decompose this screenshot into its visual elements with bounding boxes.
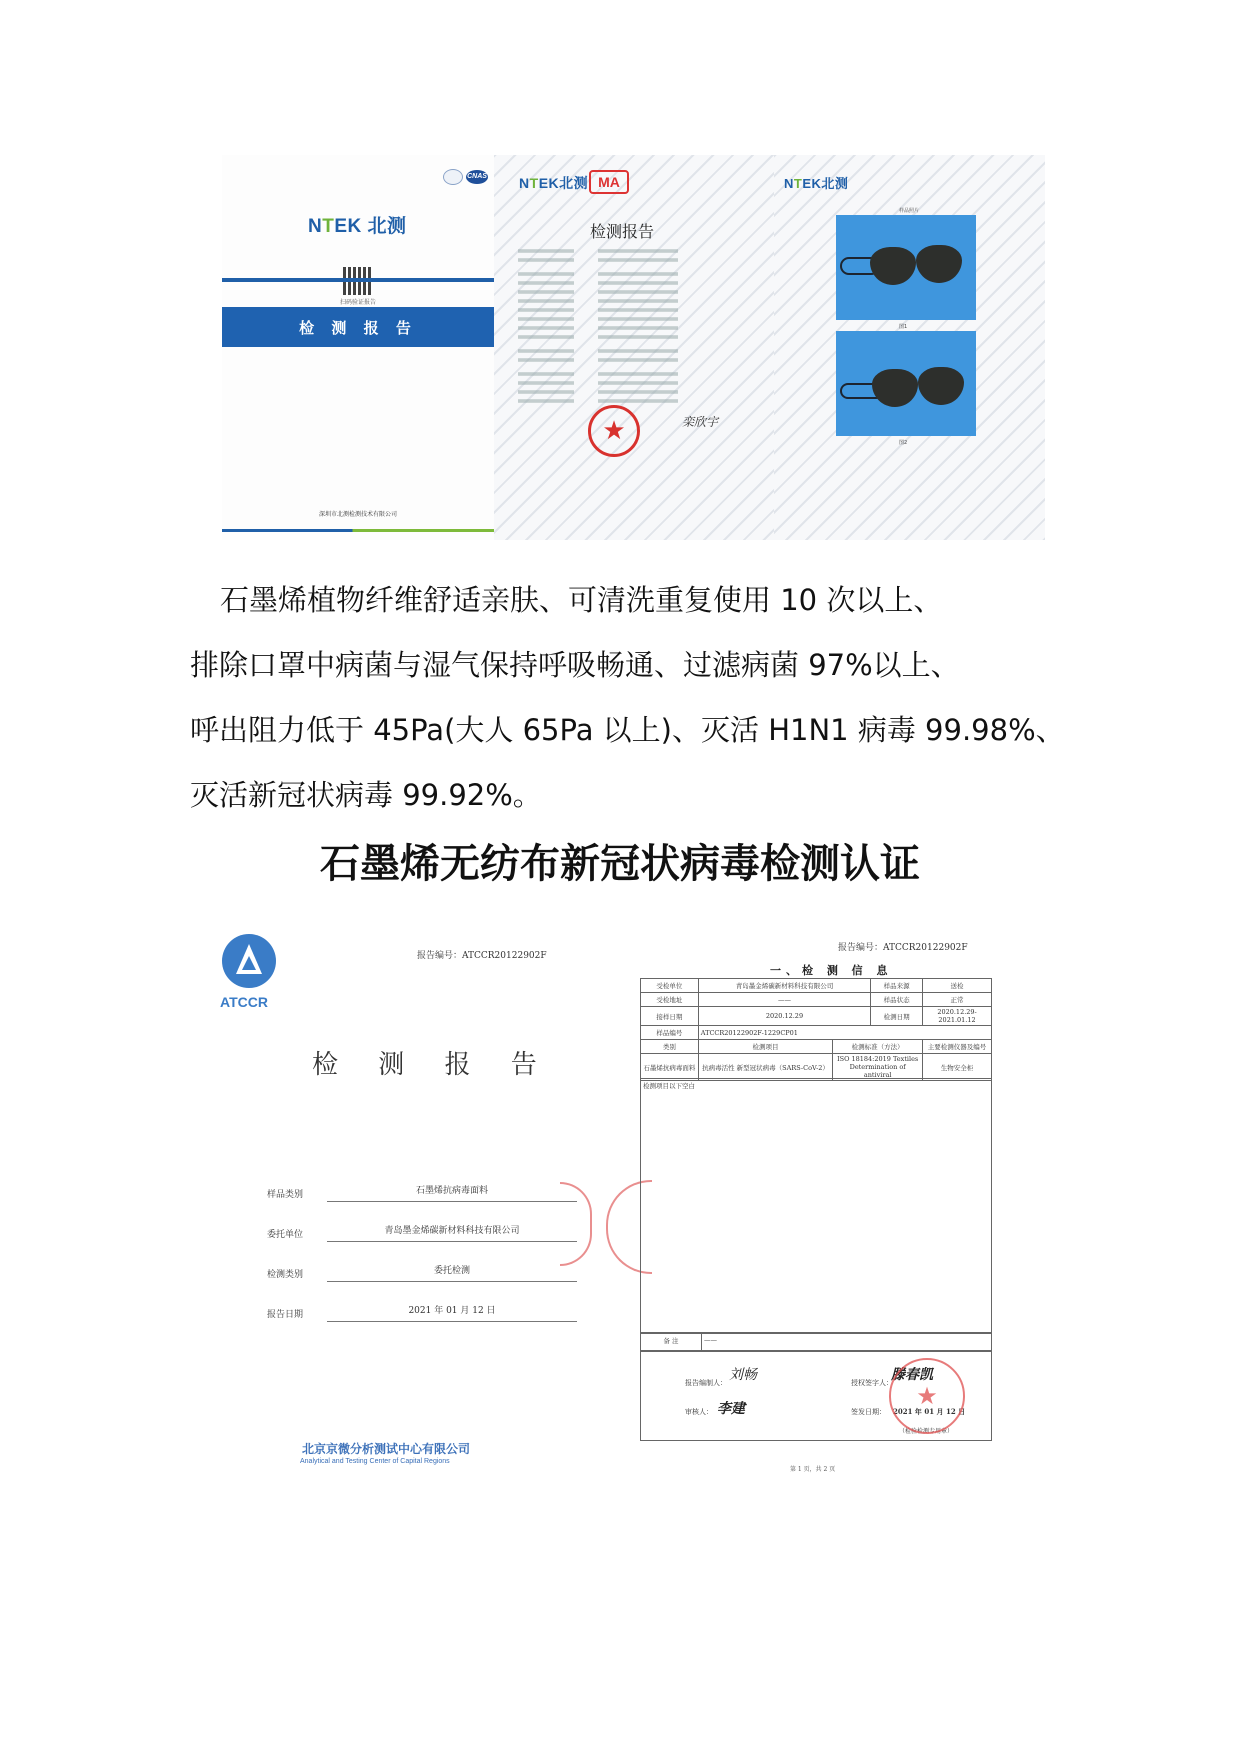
- issue-date: 2021 年 01 月 12 日: [893, 1407, 966, 1416]
- mask-photo-2: [836, 331, 976, 436]
- atccr-flask-logo-icon: [222, 934, 276, 988]
- reviewer-signature: 李建: [717, 1401, 745, 1417]
- product-description: [190, 568, 1070, 828]
- remarks-row: 备 注 ——: [640, 1333, 992, 1351]
- report-number: 报告编号：ATCCR20122902F: [417, 951, 547, 961]
- signature: 栾欣宇: [682, 415, 719, 429]
- mask-photo-1: [836, 215, 976, 320]
- half-stamp-icon: [560, 1182, 592, 1266]
- mask-icon: [870, 247, 916, 285]
- table-row: 样品编号 ATCCR20122902F-1229CP01: [641, 1026, 992, 1040]
- blank-results-area: 检测项目以下空白: [640, 1078, 992, 1333]
- ntek-report-cover: [222, 155, 494, 540]
- accreditation-logos: [443, 169, 488, 185]
- description-line: 排除口罩中病菌与湿气保持呼吸畅通、过滤病菌 97%以上、: [190, 648, 960, 682]
- ilac-logo-icon: [443, 169, 463, 185]
- report-fields: [518, 247, 718, 406]
- org-name-en: Analytical and Testing Center of Capital Regions: [300, 1458, 450, 1465]
- field-sample-category: 样品类别 石墨烯抗病毒面料: [267, 1178, 587, 1202]
- description-line: 呼出阻力低于 45Pa(大人 65Pa 以上)、灭活 H1N1 病毒 99.98%、: [190, 713, 1065, 747]
- table-row: 受检地址 —— 样品状态 正常: [641, 993, 992, 1007]
- field-report-date: 报告日期 2021 年 01 月 12 日: [267, 1298, 587, 1322]
- report-title: 检测报告: [590, 222, 655, 241]
- signature-area: 报告编制人： 刘畅 审核人： 李建 授权签字人： 滕春凯 签发日期： 2021 年 01 月 12 日 （检验检测专用章） ★: [640, 1351, 992, 1441]
- field-client: 委托单位 青岛墨金烯碳新材料科技有限公司: [267, 1218, 587, 1242]
- atccr-test-info-page: [620, 918, 1025, 1480]
- section-heading: 一、检 测 信 息: [770, 964, 893, 977]
- description-line: 灭活新冠状病毒 99.92%。: [190, 778, 542, 812]
- cover-title-band: 检 测 报 告: [222, 307, 494, 347]
- qr-label: 扫码验证报告: [339, 299, 376, 306]
- cover-footer-company: 深圳市北测检测技术有限公司: [318, 511, 397, 518]
- compiler-signature: 刘畅: [729, 1367, 757, 1383]
- section-title: 石墨烯无纺布新冠状病毒检测认证: [320, 840, 920, 887]
- footer-bar: [222, 529, 494, 532]
- atccr-logo-text: ATCCR: [220, 994, 268, 1010]
- test-info-table: [640, 978, 992, 1081]
- table-row: 受检单位 青岛墨金烯碳新材料科技有限公司 样品来源 送检: [641, 979, 992, 993]
- photo-caption-2: 图2: [899, 440, 908, 446]
- ntek-logo: NTEK北测: [784, 176, 849, 191]
- ntek-photo-page: [774, 155, 1045, 540]
- mask-icon: [916, 245, 962, 283]
- official-stamp-icon: ★: [588, 405, 640, 457]
- table-row: 石墨烯抗病毒面料 抗病毒活性 新型冠状病毒（SARS-CoV-2） ISO 18184:2019 Textiles Determination of antiviral 生物安全柜: [641, 1054, 992, 1081]
- report-number: 报告编号：ATCCR20122902F: [838, 943, 968, 953]
- photo-caption-1: 图1: [899, 324, 908, 330]
- table-row: 接样日期 2020.12.29 检测日期 2020.12.29-2021.01.12: [641, 1007, 992, 1026]
- table-header-row: 类别 检测项目 检测标准（方法） 主要检测仪器及编号: [641, 1040, 992, 1054]
- mask-icon: [918, 367, 964, 405]
- report-title: 检 测 报 告: [312, 1050, 553, 1080]
- cma-mark-icon: MA: [589, 170, 629, 194]
- ntek-logo: NTEK北测: [519, 175, 589, 191]
- cnas-logo-icon: CNAS: [466, 170, 488, 184]
- certificate-image-strip: [222, 155, 1045, 540]
- stamp-note: （检验检测专用章）: [899, 1428, 954, 1435]
- approver-signature: 滕春凯: [891, 1367, 933, 1383]
- org-name-cn: 北京京微分析测试中心有限公司: [302, 1442, 471, 1456]
- ntek-report-page: [494, 155, 774, 540]
- atccr-report-cover: [212, 918, 590, 1478]
- divider: [222, 278, 494, 282]
- field-test-type: 检测类别 委托检测: [267, 1258, 587, 1282]
- photo-heading: 样品照片: [899, 208, 920, 214]
- ntek-logo: NTEK 北测: [308, 216, 407, 237]
- mask-icon: [872, 369, 918, 407]
- description-line: 石墨烯植物纤维舒适亲肤、可清洗重复使用 10 次以上、: [220, 583, 943, 617]
- official-stamp-icon: ★: [889, 1358, 965, 1434]
- page-number: 第 1 页，共 2 页: [790, 1466, 836, 1473]
